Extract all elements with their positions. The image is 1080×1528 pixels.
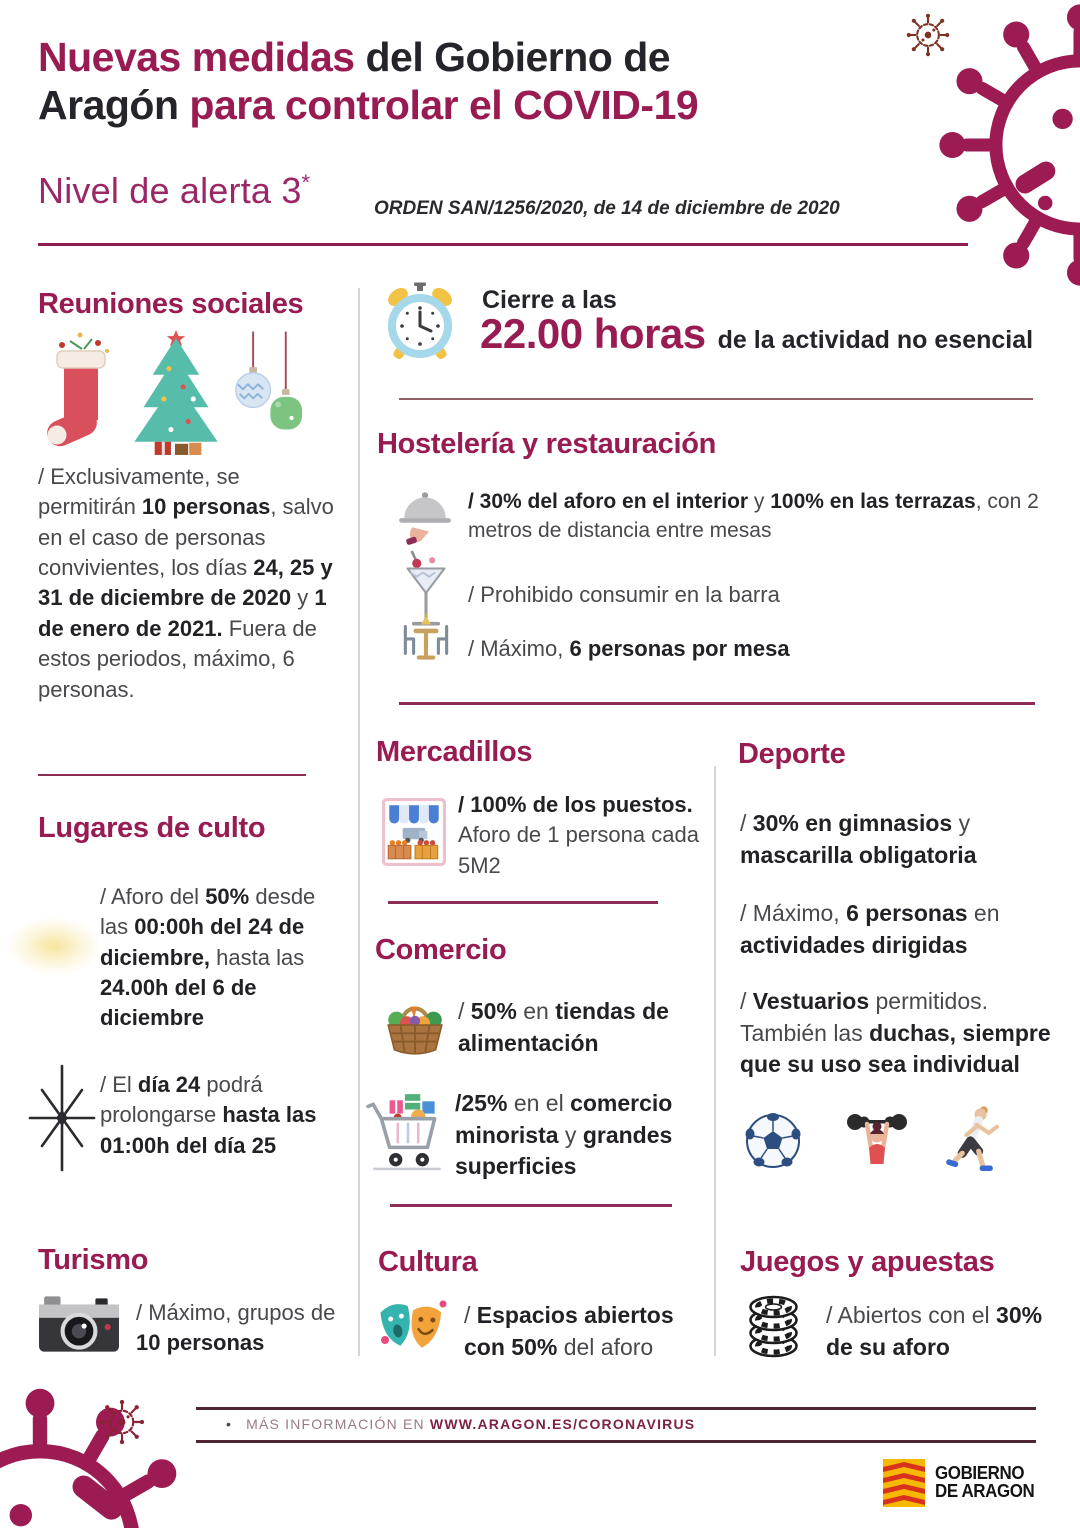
footer-info xyxy=(226,1416,695,1432)
footer-divider-top xyxy=(196,1407,1036,1410)
reuniones-text: / Exclusivamente, se permitirán 10 personas, salvo en el caso de personas convivientes, los días 24, 25 y 31 de diciembre de 2020 y 1 de enero de 2021. Fuera de estos periodos, máximo, 6 personas. xyxy=(38,464,334,702)
divider xyxy=(399,398,1033,400)
christmas-ornaments-icon xyxy=(232,330,304,456)
alarm-clock-icon xyxy=(383,282,457,362)
section-title-reuniones: Reuniones sociales xyxy=(38,288,304,320)
section-title-cultura: Cultura xyxy=(378,1246,478,1278)
footer-divider-bottom xyxy=(196,1440,1036,1443)
hosteleria-item-text: / Máximo, 6 personas por mesa xyxy=(468,636,790,661)
section-title-deporte: Deporte xyxy=(738,738,846,770)
title-plain-1: del Gobierno de xyxy=(354,34,671,80)
deporte-item-text: / Máximo, 6 personas en actividades dirigidas xyxy=(740,900,1000,958)
closure-prefix: Cierre a las xyxy=(482,286,617,314)
section-title-turismo: Turismo xyxy=(38,1244,149,1276)
divider xyxy=(38,774,306,776)
aragon-flag-icon xyxy=(882,1458,928,1508)
footer-info-url: WWW.ARAGON.ES/CORONAVIRUS xyxy=(429,1416,696,1432)
juegos-item-text: / Abiertos con el 30% de su aforo xyxy=(826,1302,1043,1360)
alert-asterisk: * xyxy=(301,170,311,195)
hosteleria-item-text: / 30% del aforo en el interior y 100% en las terrazas, con 2 metros de distancia entre mesas xyxy=(468,490,1039,542)
order-reference: ORDEN SAN/1256/2020, de 14 de diciembre de 2020 xyxy=(374,198,840,219)
deporte-item-text: / 30% en gimnasios y mascarilla obligatoria xyxy=(740,810,977,868)
header-divider xyxy=(38,243,968,246)
page-title xyxy=(38,34,918,130)
title-highlight-1: Nuevas medidas xyxy=(38,34,355,80)
coronavirus-icon xyxy=(935,0,1080,290)
culto-item-text: / El día 24 podrá prolongarse hasta las 01:00h del día 25 xyxy=(100,1072,317,1158)
coronavirus-small-icon xyxy=(96,1396,148,1448)
divider xyxy=(399,702,1035,705)
cultura-item-text: / Espacios abiertos con 50% del aforo xyxy=(464,1302,674,1360)
title-plain-2: Aragón xyxy=(38,81,190,128)
divider xyxy=(388,901,658,904)
runner-icon xyxy=(946,1104,1002,1176)
closure-time: 22.00 horas xyxy=(480,310,706,357)
star-icon xyxy=(24,1062,100,1174)
bullet-icon: • xyxy=(226,1416,233,1432)
christmas-tree-icon xyxy=(130,328,222,458)
section-title-culto: Lugares de culto xyxy=(38,812,266,844)
comercio-item-text: /25% en el comercio minorista y grandes superficies xyxy=(455,1090,673,1180)
alert-level: Nivel de alerta 3* xyxy=(38,170,311,211)
christmas-stocking-icon xyxy=(40,330,125,452)
section-title-mercadillos: Mercadillos xyxy=(376,736,533,768)
logo-line2: DE ARAGON xyxy=(935,1481,1035,1501)
camera-icon xyxy=(38,1292,120,1356)
footer-info-label: MÁS INFORMACIÓN EN xyxy=(246,1416,430,1432)
food-basket-icon xyxy=(382,992,448,1056)
column-divider xyxy=(358,288,360,1356)
soccer-ball-icon xyxy=(744,1112,802,1170)
gift-cart-icon xyxy=(366,1088,450,1174)
closure-suffix: de la actividad no esencial xyxy=(717,326,1034,354)
weightlifter-icon xyxy=(842,1106,912,1178)
gobierno-aragon-logo xyxy=(882,1458,1041,1508)
section-title-comercio: Comercio xyxy=(375,934,507,966)
culto-item-text: / Aforo del 50% desde las 00:00h del 24 de diciembre, hasta las 24.00h del 6 de diciembre xyxy=(100,884,316,1031)
candle-glow-icon xyxy=(8,918,100,974)
poker-chips-icon xyxy=(746,1288,802,1360)
logo-line1: GOBIERNO xyxy=(935,1463,1025,1484)
theater-masks-icon xyxy=(376,1294,456,1358)
hosteleria-item-text: / Prohibido consumir en la barra xyxy=(468,582,780,607)
section-title-hosteleria: Hostelería y restauración xyxy=(377,428,717,460)
column-divider xyxy=(714,766,716,1356)
coronavirus-small-icon xyxy=(903,10,953,60)
divider xyxy=(390,1204,672,1207)
section-title-juegos: Juegos y apuestas xyxy=(740,1246,995,1278)
comercio-item-text: / 50% en tiendas de alimentación xyxy=(458,998,669,1056)
market-stall-icon xyxy=(382,798,446,866)
table-chairs-icon xyxy=(394,612,458,670)
turismo-item-text: / Máximo, grupos de 10 personas xyxy=(136,1300,336,1356)
deporte-item-text: / Vestuarios permitidos. También las duchas, siempre que su uso sea individual xyxy=(740,988,1051,1078)
cloche-icon xyxy=(398,486,452,546)
title-highlight-2: para controlar el COVID-19 xyxy=(189,81,699,128)
mercadillos-item-text: / 100% de los puestos. Aforo de 1 persona cada 5M2 xyxy=(458,792,699,878)
